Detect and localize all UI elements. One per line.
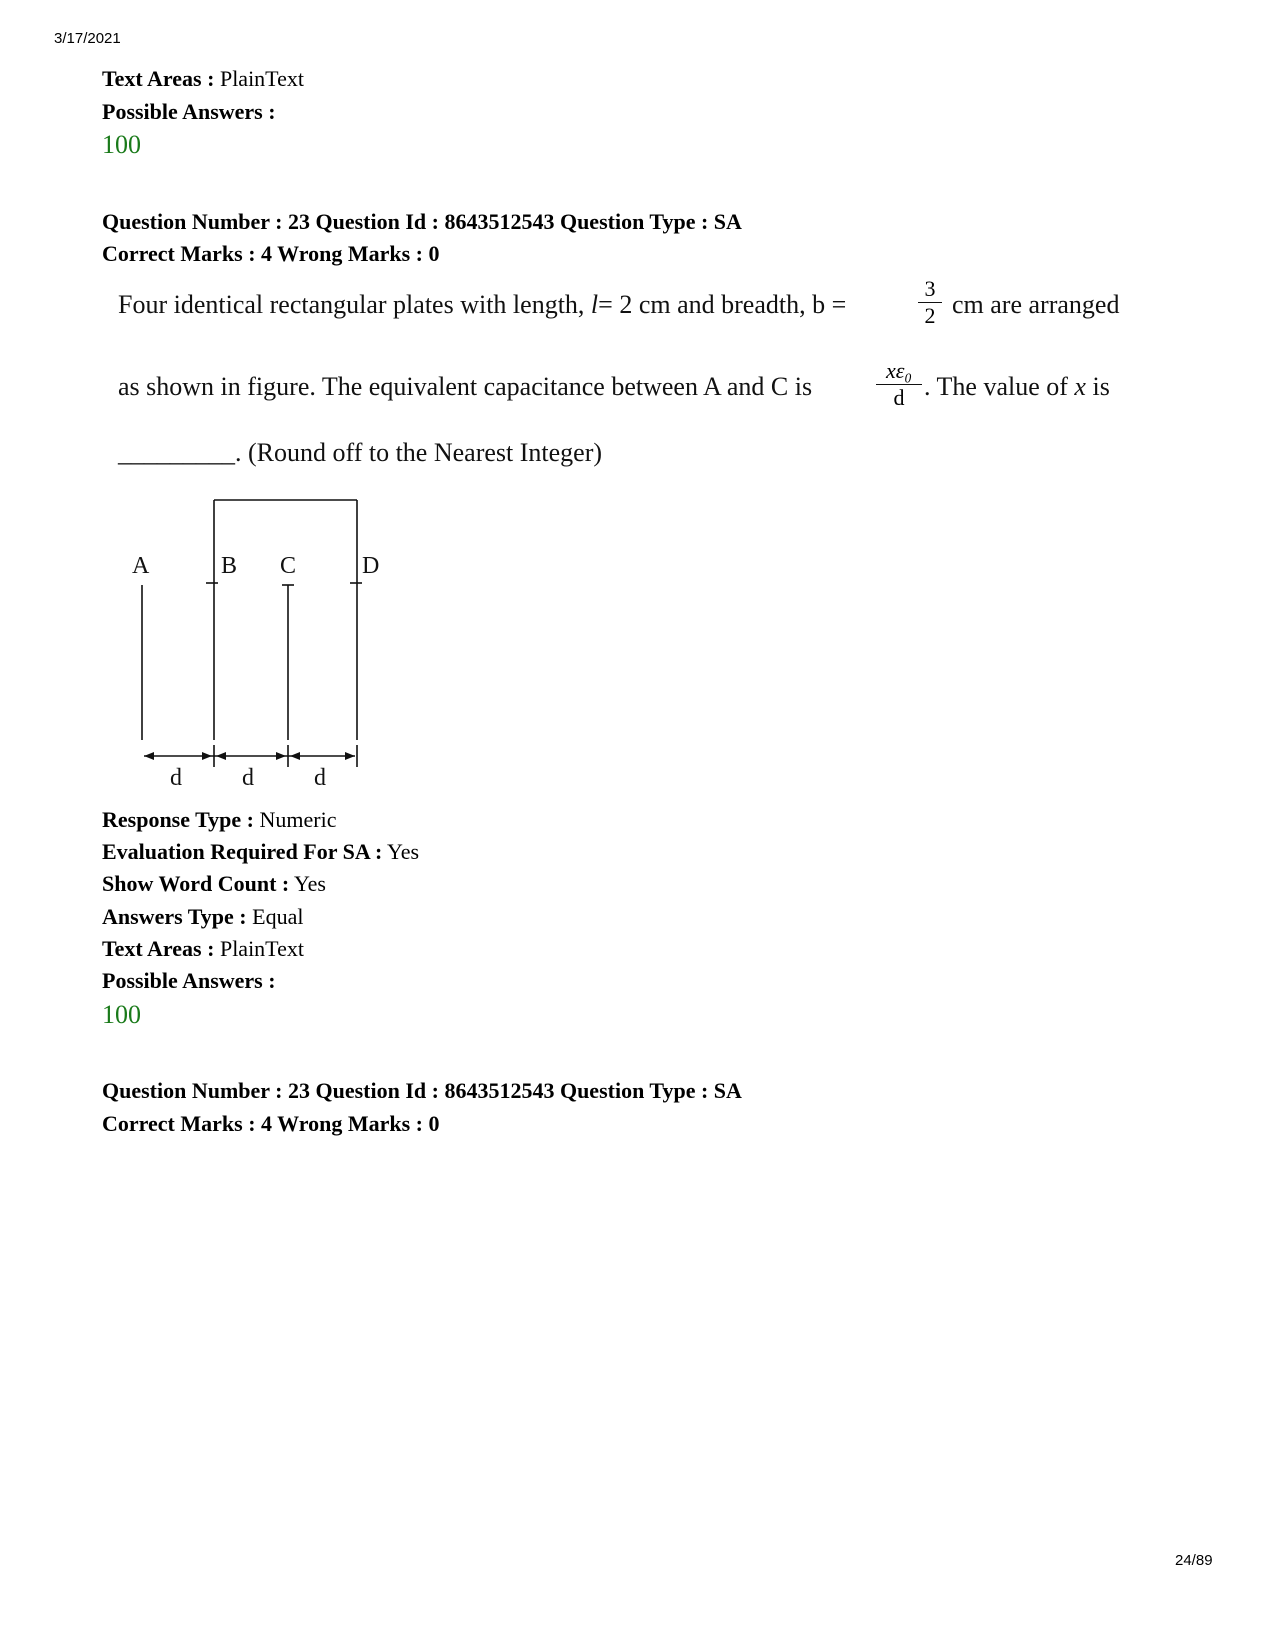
possible-answers-label: Possible Answers :: [102, 99, 276, 124]
next-question-meta-line2: Correct Marks : 4 Wrong Marks : 0: [102, 1111, 440, 1136]
arrow-cd-left: [290, 752, 300, 760]
q2-text-b: . The value of: [924, 372, 1068, 401]
detail-label: Text Areas :: [102, 936, 215, 961]
text-areas-row: [102, 66, 304, 92]
label-c: C: [280, 553, 297, 579]
gap-label-1: d: [170, 765, 182, 791]
possible-answers-row: [102, 99, 276, 125]
question-meta-line2: Correct Marks : 4 Wrong Marks : 0: [102, 241, 440, 266]
fraction-three-halves: [918, 277, 942, 328]
detail-evaluation-required: [102, 839, 419, 865]
detail-label: Answers Type :: [102, 904, 247, 929]
detail-value: Numeric: [259, 807, 337, 832]
question-meta: [102, 209, 742, 235]
q2-tail: [924, 372, 1110, 402]
q2-x-symbol: x: [1074, 372, 1086, 401]
label-d: D: [362, 553, 380, 579]
q1-text-b: = 2 cm and breadth, b =: [598, 290, 847, 319]
detail-possible-answers: [102, 968, 276, 994]
capacitor-plates-figure: [110, 495, 410, 805]
detail-answers-type: [102, 904, 303, 930]
detail-response-type: [102, 807, 336, 833]
marks-meta: [102, 241, 440, 267]
detail-show-word-count: [102, 871, 326, 897]
possible-answer-value: 100: [102, 1000, 141, 1029]
frac2-denominator: d: [893, 385, 905, 410]
detail-value: Yes: [293, 871, 326, 896]
possible-answer-value: 100: [102, 130, 141, 159]
q1-text-a: Four identical rectangular plates with length,: [118, 290, 585, 319]
frac1-denominator: 2: [924, 303, 936, 328]
print-date: 3/17/2021: [54, 30, 121, 47]
answer-blank: _________.: [118, 438, 242, 467]
text-areas-label: Text Areas :: [102, 66, 215, 91]
next-question-meta-line1: Question Number : 23 Question Id : 8643512543 Question Type : SA: [102, 1078, 742, 1103]
arrow-cd-right: [345, 752, 355, 760]
gap-label-2: d: [242, 765, 254, 791]
next-marks-meta: [102, 1111, 440, 1137]
fraction-capacitance: [876, 359, 922, 410]
detail-value: Yes: [387, 839, 420, 864]
next-question-meta: [102, 1078, 742, 1104]
detail-text-areas: [102, 936, 304, 962]
page-number: 24/89: [1175, 1552, 1213, 1569]
frac2-numerator: xε₀: [885, 358, 913, 383]
question-line-2: as shown in figure. The equivalent capacitance between A and C is: [118, 372, 813, 401]
text-areas-value: PlainText: [219, 66, 304, 91]
label-b: B: [221, 553, 238, 579]
detail-value: Equal: [252, 904, 304, 929]
arrow-ab-left: [144, 752, 154, 760]
gap-label-3: d: [314, 765, 326, 791]
label-a: A: [132, 553, 150, 579]
detail-label: Response Type :: [102, 807, 254, 832]
q2-text-c: is: [1092, 372, 1110, 401]
detail-label: Possible Answers :: [102, 968, 276, 993]
question-meta-line1: Question Number : 23 Question Id : 8643512543 Question Type : SA: [102, 209, 742, 234]
q1-length-symbol: l: [590, 290, 599, 319]
detail-label: Show Word Count :: [102, 871, 290, 896]
arrow-bc-left: [216, 752, 226, 760]
question-line-3: [118, 438, 602, 468]
arrow-bc-right: [276, 752, 286, 760]
question-line-1: [118, 290, 846, 320]
detail-value: PlainText: [219, 936, 304, 961]
q1-text-c: cm are arranged: [952, 290, 1120, 319]
detail-label: Evaluation Required For SA :: [102, 839, 383, 864]
arrow-ab-right: [202, 752, 212, 760]
frac1-numerator: 3: [924, 276, 936, 301]
round-off-note: (Round off to the Nearest Integer): [248, 438, 603, 467]
